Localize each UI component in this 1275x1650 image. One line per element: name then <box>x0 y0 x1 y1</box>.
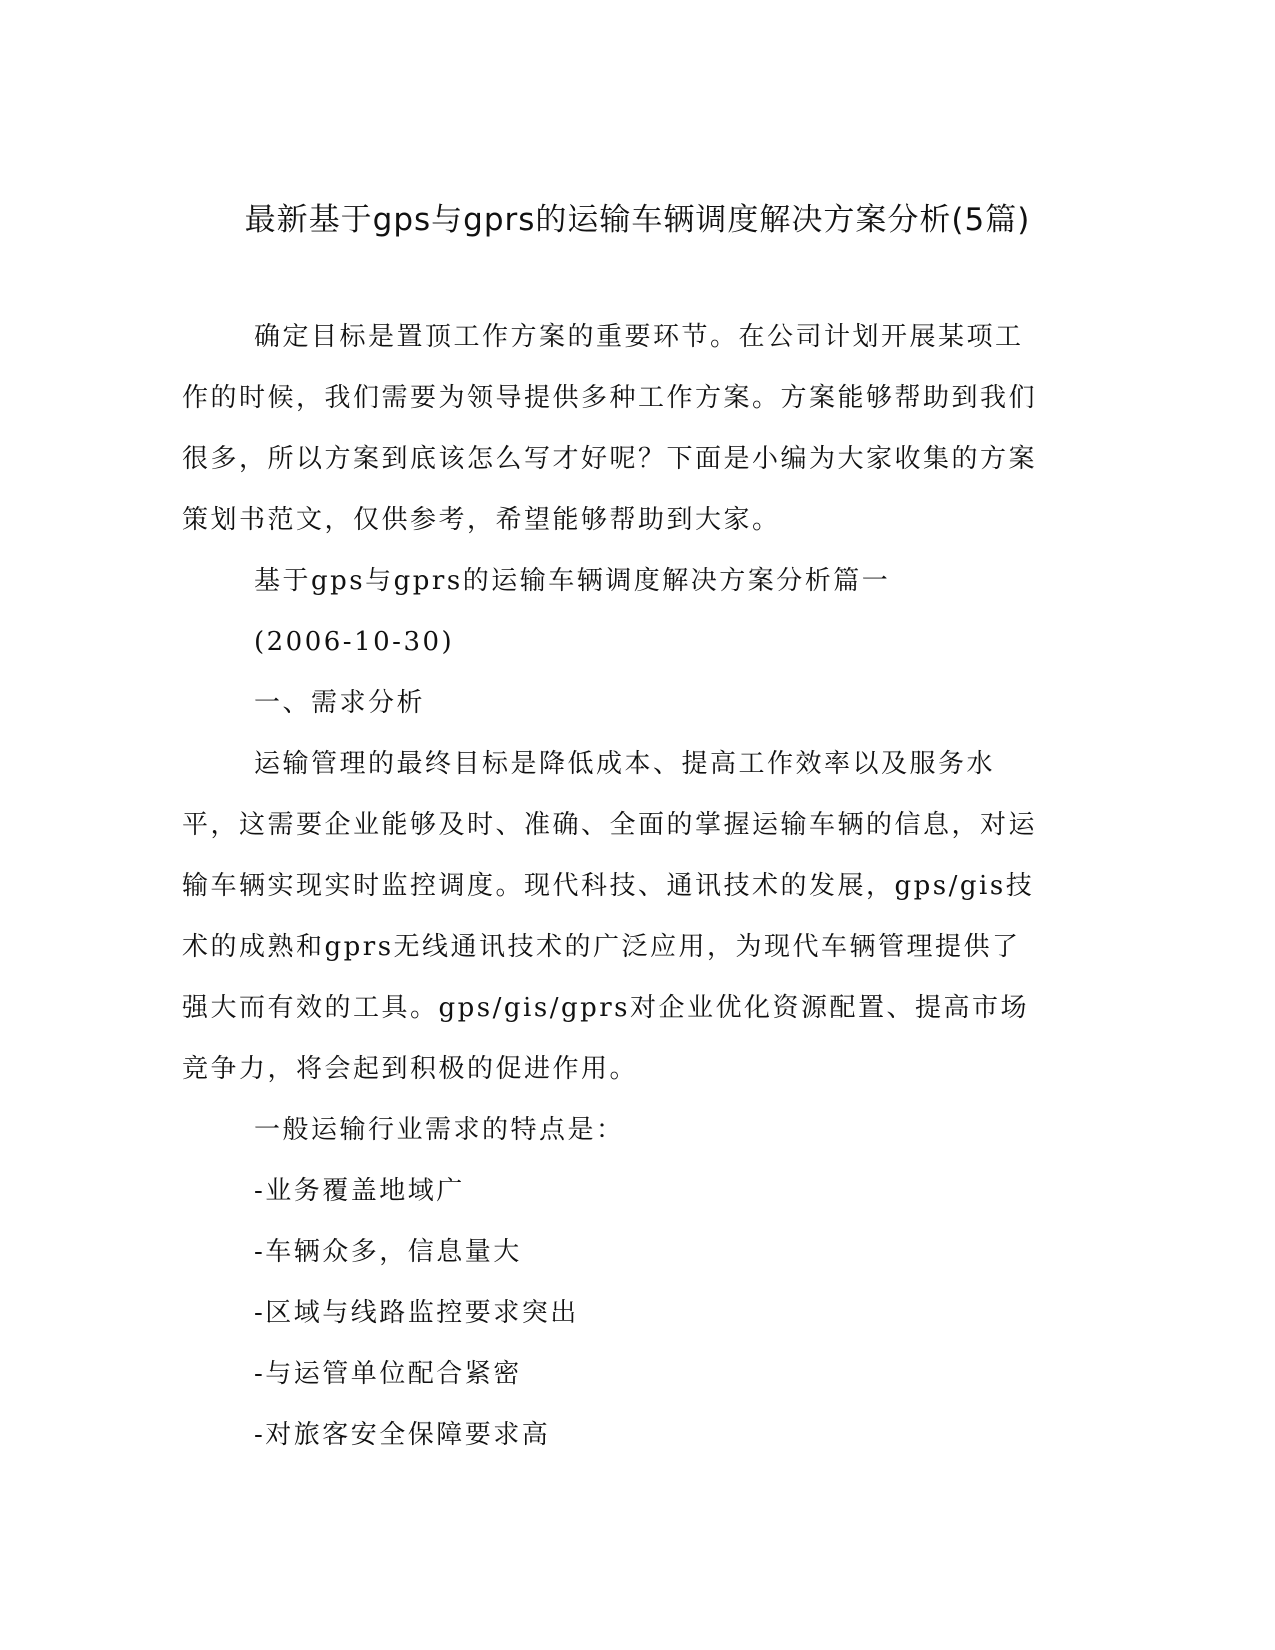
subsection-heading: 一、需求分析 <box>254 688 426 718</box>
intro-paragraph: 确定目标是置顶工作方案的重要环节。在公司计划开展某项工作的时候，我们需要为领导提供多种工作方案。方案能够帮助到我们很多，所以方案到底该怎么写才好呢？下面是小编为大家收集的方案策划书范文，仅供参考，希望能够帮助到大家。 <box>182 322 1038 535</box>
document-body <box>182 307 1042 1466</box>
section-heading: 基于gps与gprs的运输车辆调度解决方案分析篇一 <box>254 566 891 596</box>
list-item: -业务覆盖地域广 <box>254 1176 465 1206</box>
list-item: -对旅客安全保障要求高 <box>254 1420 551 1450</box>
list-item: -车辆众多，信息量大 <box>254 1237 522 1267</box>
body-paragraph: 运输管理的最终目标是降低成本、提高工作效率以及服务水平，这需要企业能够及时、准确、全面的掌握运输车辆的信息，对运输车辆实现实时监控调度。现代科技、通讯技术的发展，gps/gis技术的成熟和gprs无线通讯技术的广泛应用，为现代车辆管理提供了强大而有效的工具。gps/gis/gprs对企业优化资源配置、提高市场竞争力，将会起到积极的促进作用。 <box>182 749 1038 1084</box>
list-intro: 一般运输行业需求的特点是： <box>254 1115 625 1145</box>
document-title: 最新基于gps与gprs的运输车辆调度解决方案分析(5篇) <box>244 202 1031 238</box>
list-item: -与运管单位配合紧密 <box>254 1359 522 1389</box>
list-item: -区域与线路监控要求突出 <box>254 1298 579 1328</box>
date-line: (2006-10-30) <box>254 627 455 657</box>
